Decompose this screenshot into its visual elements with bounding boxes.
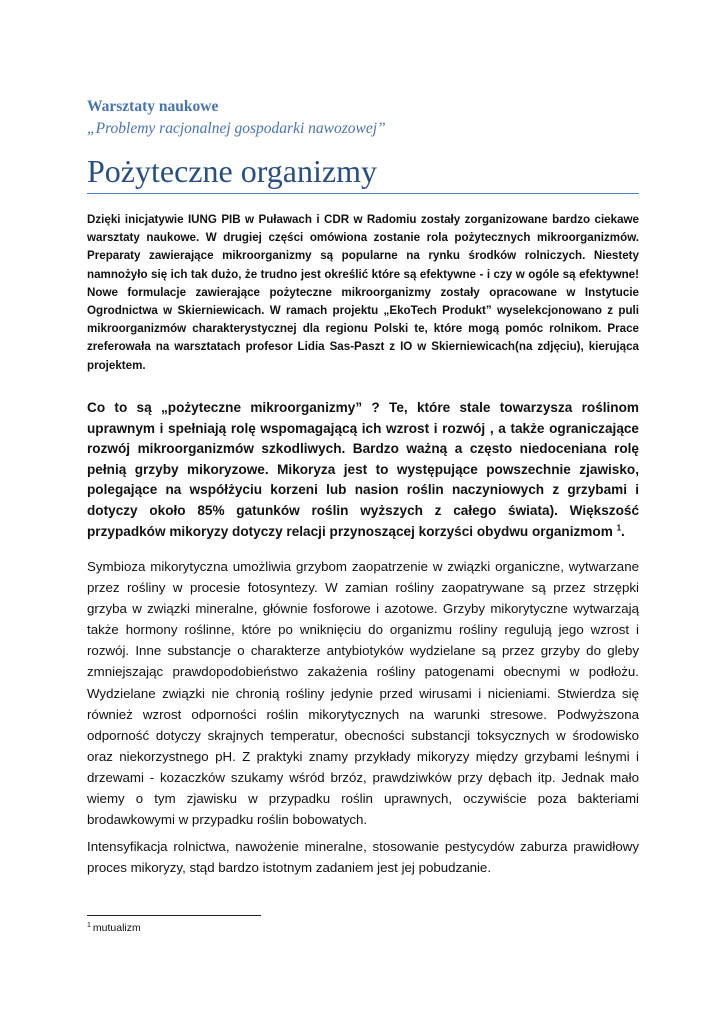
footnote bbox=[87, 921, 141, 935]
footnote-text: mutualizm bbox=[92, 922, 141, 934]
intro-paragraph: Dzięki inicjatywie IUNG PIB w Puławach i CDR w Radomiu zostały zorganizowane bardzo ciekawe warsztaty naukowe. W drugiej części omówiona zostanie rola pożytecznych mikroorganizmów. Preparaty zawierające mikroorganizmy są popularne na rynku środków rolniczych. Niestety namnożyło się ich tak dużo, że trudno jest określić które są efektywne - i czy w ogóle są efektywne! Nowe formulacje zawierające pożyteczne mikroorganizmy zostały opracowane w Instytucie Ogrodnictwa w Skierniewicach. W ramach projektu „EkoTech Produkt” wyselekcjonowano z puli mikroorganizmów charakterystycznej dla regionu Polski te, które mogą pomóc rolnikom. Prace zreferowała na warsztatach profesor Lidia Sas-Paszt z IO w Skierniewicach(na zdjęciu), kierująca projektem. bbox=[87, 213, 639, 372]
footnote-reference[interactable]: 1 bbox=[616, 523, 622, 533]
question-end: . bbox=[621, 523, 625, 539]
workshop-subtitle: „Problemy racjonalnej gospodarki nawozowej” bbox=[87, 120, 386, 137]
footnote-number: 1 bbox=[87, 921, 91, 929]
title-divider bbox=[87, 193, 639, 194]
workshop-heading: Warsztaty naukowe bbox=[87, 98, 219, 115]
page-title: Pożyteczne organizmy bbox=[87, 153, 377, 189]
question-paragraph bbox=[87, 398, 639, 542]
body-paragraph-symbiosis: Symbioza mikorytyczna umożliwia grzybom zaopatrzenie w związki organiczne, wytwarzane przez rośliny w procesie fotosyntezy. W zamian rośliny zaopatrywane są przez strzępki grzyba w związki mineralne, głównie fosforowe i azotowe. Grzyby mikorytyczne wytwarzają także hormony roślinne, które po wniknięciu do organizmu rośliny regulują jego wzrost i rozwój. Inne substancje o charakterze antybiotyków wydzielane są przez grzyby do gleby zmniejszając prawdopodobieństwo zakażenia rośliny patogenami obecnymi w podłożu. Wydzielane związki nie chronią rośliny jedynie przed wirusami i nicieniami. Stwierdza się również wzrost odporności roślin mikorytycznych na warunki stresowe. Podwyższona odporność dotyczy skrajnych temperatur, obecności substancji toksycznych w środowisko oraz niekorzystnego pH. Z praktyki znamy przykłady mikoryzy między grzybami leśnymi i drzewami - kozaczków szukamy wśród brzóz, prawdziwków przy dębach itp. Jednak mało wiemy o tym zjawisku w przypadku roślin uprawnych, oczywiście poza bakteriami brodawkowymi w przypadku roślin bobowatych. bbox=[87, 559, 639, 828]
body-paragraph-intensification: Intensyfikacja rolnictwa, nawożenie mineralne, stosowanie pestycydów zaburza prawidłowy proces mikoryzy, stąd bardzo istotnym zadaniem jest jej pobudzanie. bbox=[87, 839, 639, 876]
question-text: Co to są „pożyteczne mikroorganizmy” ? Te, które stale towarzysza roślinom uprawnym i spełniają rolę wspomagającą ich wzrost i rozwój , a także ograniczające rozwój mikroorganizmów szkodliwych. Bardzo ważną a często niedoceniana rolę pełnią grzyby mikoryzowe. Mikoryza jest to występujące powszechnie zjawisko, polegające na współżyciu korzeni lub nasion roślin naczyniowych z grzybami i dotyczy około 85% gatunków roślin wyższych z całego świata). Większość przypadków mikoryzy dotyczy relacji przynoszącej korzyści obydwu organizmom bbox=[87, 400, 639, 539]
footnote-divider bbox=[87, 915, 261, 916]
